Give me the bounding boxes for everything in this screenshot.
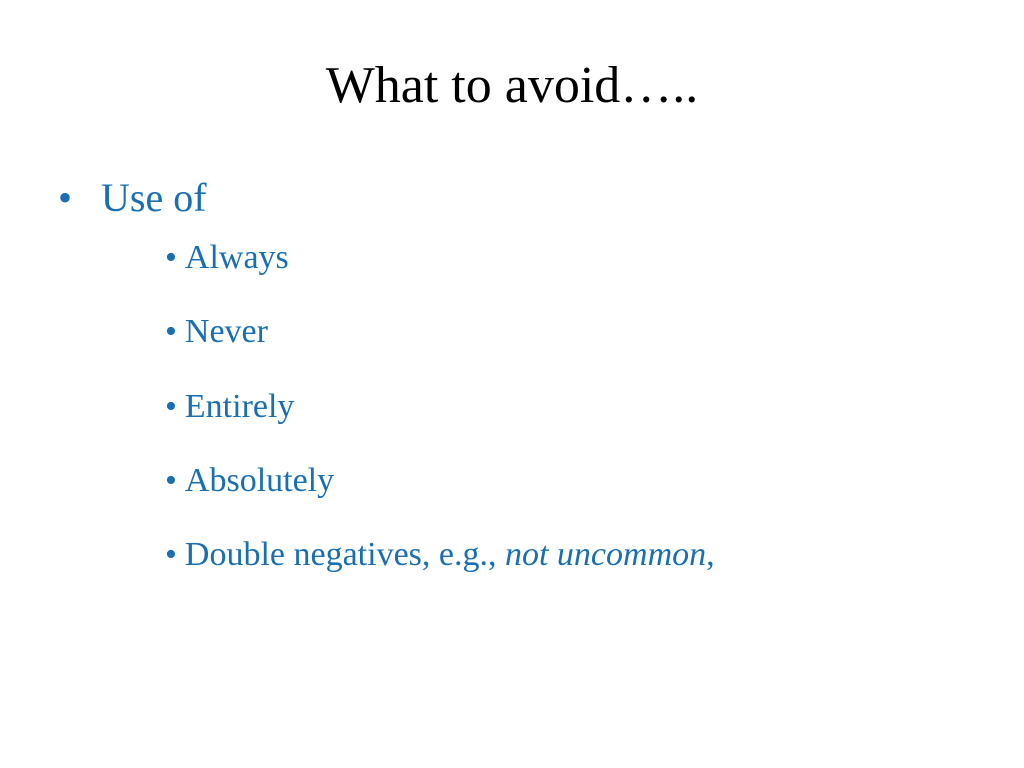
- sub-bullet-text: Absolutely: [184, 462, 335, 499]
- sub-bullet-item: [165, 387, 294, 427]
- sub-bullet-suffix: ,: [706, 536, 715, 573]
- bullet-icon: •: [165, 388, 177, 425]
- sub-bullet-text: Double negatives, e.g.,: [184, 536, 505, 573]
- sub-bullet-emphasis: not uncommon: [504, 536, 707, 573]
- slide-title: What to avoid…..: [325, 57, 699, 114]
- sub-bullet-item: [165, 312, 268, 352]
- sub-bullet-text: Always: [184, 239, 289, 276]
- sub-bullet-text: Never: [184, 313, 268, 350]
- sub-bullet-text: Entirely: [184, 388, 295, 425]
- bullet-icon: •: [58, 175, 73, 220]
- sub-bullet-item: [165, 461, 334, 501]
- main-bullet-text: Use of: [101, 175, 207, 220]
- bullet-icon: •: [165, 239, 177, 276]
- bullet-icon: •: [165, 536, 177, 573]
- bullet-icon: •: [165, 313, 177, 350]
- bullet-icon: •: [165, 462, 177, 499]
- sub-bullet-item: [165, 535, 715, 575]
- sub-bullet-item: [165, 238, 289, 278]
